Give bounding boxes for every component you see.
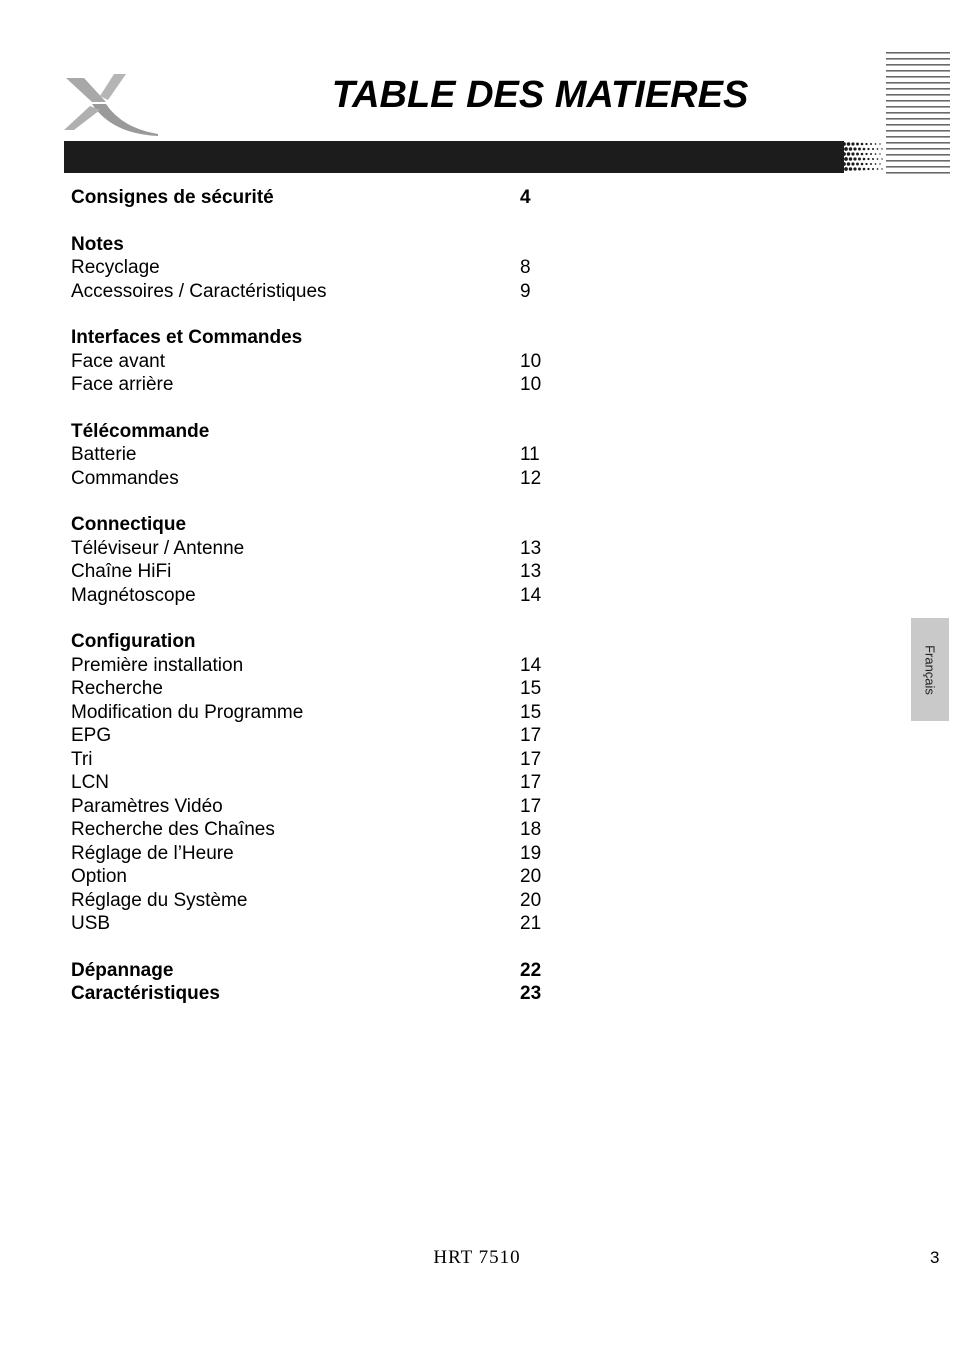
toc-entry-page: 20 <box>520 889 542 911</box>
toc-entry-page: 14 <box>520 584 542 606</box>
toc-entry-page: 12 <box>520 467 542 489</box>
toc-entry-page: 17 <box>520 795 542 817</box>
language-tab <box>911 618 949 721</box>
toc-entry <box>71 513 571 537</box>
toc-entry <box>71 959 571 983</box>
toc-entry <box>71 677 571 701</box>
toc-entry-label: Chaîne HiFi <box>71 561 172 582</box>
language-tab-label: Français <box>922 644 938 695</box>
toc-entry <box>71 912 571 936</box>
toc-entry-page: 13 <box>520 537 542 559</box>
toc-section <box>71 326 571 397</box>
toc-entry-page: 14 <box>520 654 542 676</box>
footer-model: HRT 7510 <box>433 1247 521 1268</box>
toc-entry <box>71 795 571 819</box>
toc-entry-page: 17 <box>520 748 542 770</box>
toc-section <box>71 959 571 1006</box>
brand-logo-icon <box>62 70 162 138</box>
toc-entry-label: Configuration <box>71 631 196 652</box>
header-bar <box>64 141 844 173</box>
toc-entry <box>71 560 571 584</box>
toc-entry-label: Modification du Programme <box>71 701 304 723</box>
toc-entry-label: Réglage de l’Heure <box>71 842 234 864</box>
toc-entry-page: 21 <box>520 913 542 934</box>
toc-entry-page: 22 <box>520 959 542 981</box>
toc-entry-label: Télécommande <box>71 420 210 442</box>
toc-entry <box>71 584 571 608</box>
decorative-stripes <box>884 50 950 178</box>
toc-entry-page: 17 <box>520 772 542 793</box>
toc-entry <box>71 818 571 842</box>
toc-entry <box>71 630 571 654</box>
toc-entry-label: Face arrière <box>71 374 174 395</box>
toc-entry-label: Réglage du Système <box>71 889 248 911</box>
header-bar-dots <box>840 141 884 173</box>
toc-entry-page: 4 <box>520 187 531 208</box>
page-number: 3 <box>930 1248 940 1267</box>
toc-entry <box>71 420 571 444</box>
toc-entry-label: Notes <box>71 233 124 255</box>
toc-entry <box>71 350 571 374</box>
toc-section <box>71 233 571 304</box>
toc-section <box>71 186 571 210</box>
toc-entry <box>71 842 571 866</box>
toc-entry <box>71 889 571 913</box>
toc-entry-label: Interfaces et Commandes <box>71 327 303 348</box>
toc-entry <box>71 865 571 889</box>
toc-entry-page: 15 <box>520 701 542 723</box>
toc-entry-page: 11 <box>520 444 540 465</box>
toc-entry-label: Accessoires / Caractéristiques <box>71 280 327 302</box>
table-of-contents <box>71 186 571 1029</box>
toc-entry <box>71 982 571 1006</box>
toc-section <box>71 513 571 607</box>
toc-entry-label: Batterie <box>71 444 137 465</box>
toc-entry-page: 15 <box>520 678 542 699</box>
toc-entry <box>71 537 571 561</box>
toc-entry <box>71 373 571 397</box>
toc-entry-label: Tri <box>71 748 93 770</box>
toc-entry-label: Première installation <box>71 654 244 676</box>
toc-entry-label: EPG <box>71 725 112 746</box>
toc-entry-label: Option <box>71 866 127 887</box>
toc-entry-page: 9 <box>520 280 531 302</box>
toc-entry-label: LCN <box>71 772 110 793</box>
toc-entry-label: Magnétoscope <box>71 584 196 606</box>
toc-entry-label: Face avant <box>71 350 165 372</box>
toc-entry <box>71 724 571 748</box>
toc-entry <box>71 233 571 257</box>
toc-entry-page: 17 <box>520 725 542 746</box>
toc-entry <box>71 186 571 210</box>
toc-entry-label: Connectique <box>71 514 187 535</box>
toc-entry-label: Recyclage <box>71 257 160 278</box>
toc-entry <box>71 467 571 491</box>
toc-entry-label: Recherche <box>71 678 163 699</box>
toc-entry-label: Caractéristiques <box>71 983 220 1004</box>
toc-entry <box>71 654 571 678</box>
toc-entry <box>71 256 571 280</box>
toc-entry <box>71 771 571 795</box>
toc-entry-page: 20 <box>520 866 542 887</box>
toc-entry <box>71 701 571 725</box>
toc-entry-label: Consignes de sécurité <box>71 187 274 208</box>
page-title: TABLE DES MATIERES <box>331 74 749 116</box>
toc-entry-page: 23 <box>520 983 542 1004</box>
toc-entry <box>71 280 571 304</box>
toc-entry <box>71 443 571 467</box>
toc-entry-page: 8 <box>520 257 531 278</box>
toc-entry-page: 13 <box>520 561 542 582</box>
toc-entry-page: 10 <box>520 374 542 395</box>
toc-entry-label: Dépannage <box>71 959 174 981</box>
toc-entry-label: Paramètres Vidéo <box>71 795 223 817</box>
toc-section <box>71 630 571 936</box>
toc-entry-page: 10 <box>520 350 542 372</box>
toc-section <box>71 420 571 491</box>
toc-entry-page: 19 <box>520 842 542 864</box>
toc-entry <box>71 326 571 350</box>
toc-entry-page: 18 <box>520 819 542 840</box>
toc-entry-label: Téléviseur / Antenne <box>71 537 245 559</box>
toc-entry-label: USB <box>71 913 111 934</box>
toc-entry-label: Recherche des Chaînes <box>71 819 275 840</box>
toc-entry-label: Commandes <box>71 467 179 489</box>
toc-entry <box>71 748 571 772</box>
